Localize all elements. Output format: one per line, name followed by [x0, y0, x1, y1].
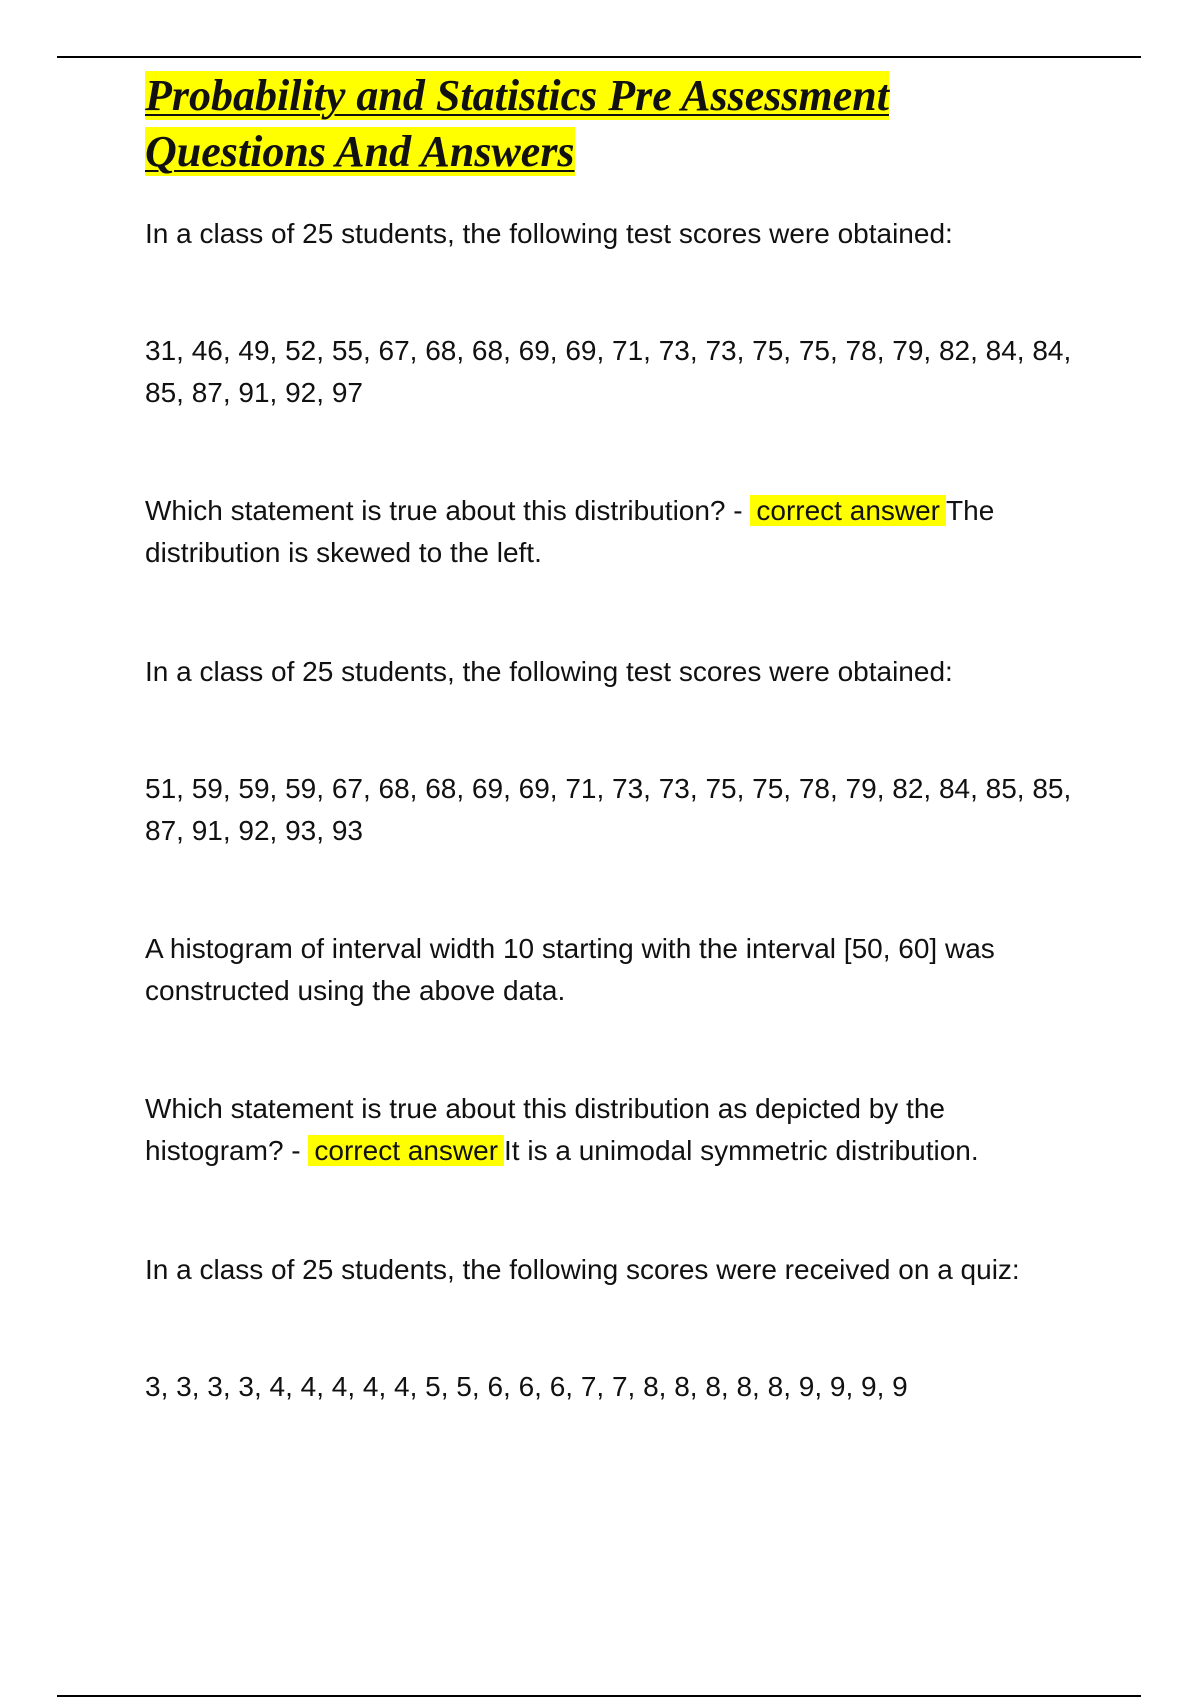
paragraph-intro-3: In a class of 25 students, the following scores were received on a quiz:	[145, 1254, 1020, 1285]
answer-1-text: The distribution is skewed to the left.	[145, 495, 995, 568]
question-2-text: Which statement is true about this distribution as depicted by the histogram? -	[145, 1093, 945, 1166]
question-1-text: Which statement is true about this distribution? -	[145, 495, 751, 526]
document-body	[145, 68, 1075, 1402]
correct-answer-label-2: correct answer	[308, 1135, 504, 1166]
footer-rule	[57, 1695, 1141, 1697]
scores-list-3: 3, 3, 3, 3, 4, 4, 4, 4, 4, 5, 5, 6, 6, 6, 7, 7, 8, 8, 8, 8, 8, 9, 9, 9, 9	[145, 1371, 908, 1402]
correct-answer-label-1: correct answer	[750, 495, 946, 526]
question-2	[145, 1088, 1075, 1172]
document-title	[145, 68, 1075, 180]
paragraph-intro-2: In a class of 25 students, the following test scores were obtained:	[145, 656, 953, 687]
scores-list-1: 31, 46, 49, 52, 55, 67, 68, 68, 69, 69, 71, 73, 73, 75, 75, 78, 79, 82, 84, 84, 85, 87, 91, 92, 97	[145, 335, 1072, 408]
title-line-2: Questions And Answers	[145, 127, 575, 176]
scores-list-2: 51, 59, 59, 59, 67, 68, 68, 69, 69, 71, 73, 73, 75, 75, 78, 79, 82, 84, 85, 85, 87, 91, 92, 93, 93	[145, 773, 1072, 846]
histogram-description: A histogram of interval width 10 starting with the interval [50, 60] was constructed using the above data.	[145, 933, 995, 1006]
paragraph-intro-1: In a class of 25 students, the following test scores were obtained:	[145, 218, 953, 249]
question-1	[145, 490, 1075, 574]
header-rule	[57, 56, 1141, 58]
title-line-1: Probability and Statistics Pre Assessment	[145, 71, 889, 120]
answer-2-text: It is a unimodal symmetric distribution.	[504, 1135, 979, 1166]
